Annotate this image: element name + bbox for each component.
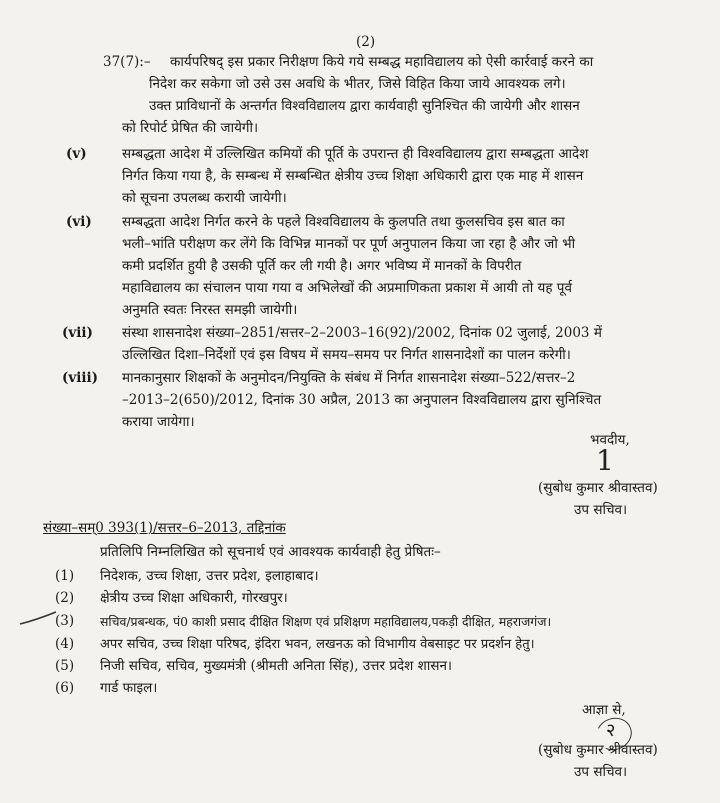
signatory-title: उप सचिव। <box>574 502 628 518</box>
item-line: महाविद्यालय का संचालन पाया गया व अभिलेखों की अप्रमाणिकता प्रकाश में आयी तो यह पूर्व <box>122 280 572 296</box>
order-by: आज्ञा से, <box>582 702 626 718</box>
copy-recipient: सचिव/प्रबन्धक, पं0 काशी प्रसाद दीक्षित शिक्षण एवं प्रशिक्षण महाविद्यालय,पकड़ी दीक्षित, महराजगंज। <box>100 614 552 629</box>
clause-37-label: 37(7):– <box>103 54 151 70</box>
item-number: (v) <box>66 146 87 162</box>
closing-salutation: भवदीय, <box>590 432 630 448</box>
page-number: (2) <box>356 34 376 50</box>
clause-37-line4: को रिपोर्ट प्रेषित की जायेगी। <box>122 120 259 136</box>
item-number: (viii) <box>62 370 99 386</box>
signature: २ <box>606 720 616 741</box>
item-line: उल्लिखित दिशा–निर्देशों एवं इस विषय में समय–समय पर निर्गत शासनादेशों का पालन करेगी। <box>122 347 571 363</box>
copy-recipient: गार्ड फाइल। <box>100 680 158 696</box>
copy-number: (4) <box>55 636 75 652</box>
copy-recipient: अपर सचिव, उच्च शिक्षा परिषद, इंदिरा भवन, लखनऊ को विभागीय वेबसाइट पर प्रदर्शन हेतु। <box>100 637 535 652</box>
item-line: सम्बद्धता आदेश निर्गत करने के पहले विश्वविद्यालय के कुलपति तथा कुलसचिव इस बात का <box>122 214 565 230</box>
copy-intro: प्रतिलिपि निम्नलिखित को सूचनार्थ एवं आवश्यक कार्यवाही हेतु प्रेषितः– <box>100 544 441 560</box>
item-line: को सूचना उपलब्ध करायी जायेगी। <box>122 190 287 206</box>
item-line: –2013–2(650)/2012, दिनांक 30 अप्रैल, 2013 का अनुपालन विश्वविद्यालय द्वारा सुनिश्चित <box>122 392 602 408</box>
item-number: (vii) <box>62 325 93 341</box>
item-line: अनुमति स्वतः निरस्त समझी जायेगी। <box>122 302 298 318</box>
copy-number: (1) <box>55 568 75 584</box>
pen-tick-mark <box>18 608 58 628</box>
item-line: मानकानुसार शिक्षकों के अनुमोदन/नियुक्ति के संबंध में निर्गत शासनादेश संख्या–522/सत्तर–2 <box>122 370 576 386</box>
signatory-title: उप सचिव। <box>574 764 628 780</box>
reference-number: संख्या–सम्0 393(1)/सत्तर–6–2013, तद्दिनांक <box>43 520 286 536</box>
copy-number: (3) <box>55 613 75 629</box>
item-line: सम्बद्धता आदेश में उल्लिखित कमियों की पूर्ति के उपरान्त ही विश्वविद्यालय द्वारा सम्बद्धता आदेश <box>122 146 589 162</box>
item-line: निर्गत किया गया है, के सम्बन्ध में सम्बन्धित क्षेत्रीय उच्च शिक्षा अधिकारी द्वारा एक माह में शासन <box>122 168 584 184</box>
item-line: कमी प्रदर्शित हुयी है उसकी पूर्ति कर ली गयी है। अगर भविष्य में मानकों के विपरीत <box>122 258 522 274</box>
item-line: संस्था शासनादेश संख्या–2851/सत्तर–2–2003–16(92)/2002, दिनांक 02 जुलाई, 2003 में <box>122 325 602 341</box>
signatory-name: (सुबोध कुमार श्रीवास्तव) <box>538 742 658 758</box>
copy-recipient: क्षेत्रीय उच्च शिक्षा अधिकारी, गोरखपुर। <box>100 590 288 606</box>
item-line: भली–भांति परीक्षण कर लेंगे कि विभिन्न मानकों पर पूर्ण अनुपालन किया जा रहा है और जो भी <box>122 236 576 252</box>
clause-37-line2: निदेश कर सकेगा जो उसे उस अवधि के भीतर, जिसे विहित किया जाये आवश्यक लगे। <box>149 76 566 92</box>
item-number: (vi) <box>66 214 92 230</box>
signature: 1 <box>596 444 614 477</box>
signatory-name: (सुबोध कुमार श्रीवास्तव) <box>538 480 658 496</box>
copy-number: (6) <box>55 680 75 696</box>
copy-number: (5) <box>55 658 75 674</box>
copy-number: (2) <box>55 590 75 606</box>
item-line: कराया जायेगा। <box>122 414 195 430</box>
clause-37-line3: उक्त प्राविधानों के अन्तर्गत विश्वविद्यालय द्वारा कार्यवाही सुनिश्चित की जायेगी और शासन <box>149 98 580 114</box>
copy-recipient: निजी सचिव, सचिव, मुख्यमंत्री (श्रीमती अनिता सिंह), उत्तर प्रदेश शासन। <box>100 658 453 674</box>
copy-recipient: निदेशक, उच्च शिक्षा, उत्तर प्रदेश, इलाहाबाद। <box>100 568 319 584</box>
clause-37-line1: कार्यपरिषद् इस प्रकार निरीक्षण किये गये सम्बद्ध महाविद्यालय को ऐसी कार्रवाई करने का <box>170 54 594 70</box>
